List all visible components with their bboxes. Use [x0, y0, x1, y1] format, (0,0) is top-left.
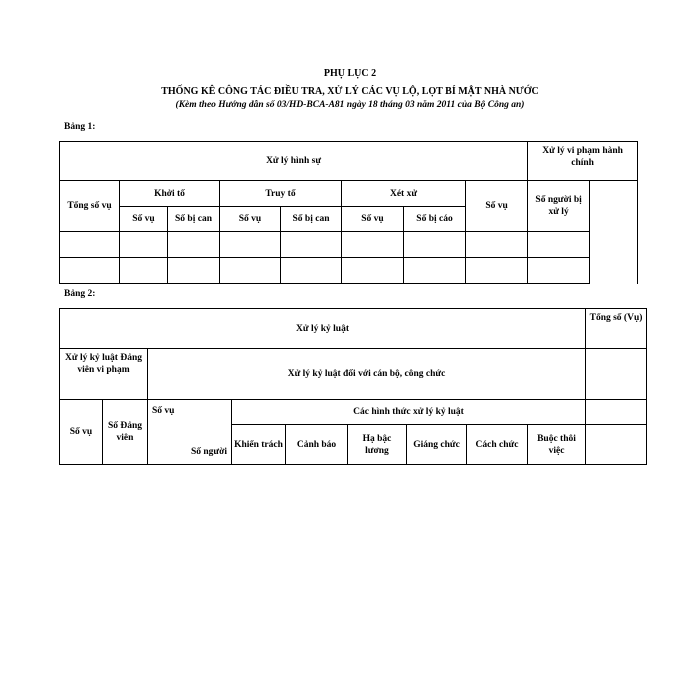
- table-cell: [404, 232, 466, 258]
- table-cell: [466, 232, 528, 258]
- table-cell: [60, 232, 120, 258]
- header-indictment: Truy tố: [220, 181, 342, 207]
- header-total: Tổng số (Vụ): [586, 309, 647, 349]
- table-cell: [120, 232, 168, 258]
- appendix-title: PHỤ LỤC 2: [323, 68, 377, 79]
- table-cell: [281, 258, 342, 284]
- header-form-forced-resignation: Buộc thôi việc: [528, 425, 586, 465]
- table-cell: [168, 232, 220, 258]
- header-indictment-accused: Số bị can: [281, 207, 342, 232]
- header-party-members: Số Đảng viên: [103, 400, 148, 465]
- header-prosecution: Khởi tố: [120, 181, 220, 207]
- header-forms: Các hình thức xử lý kỷ luật: [232, 400, 586, 425]
- header-form-warning: Cảnh báo: [286, 425, 348, 465]
- table2-discipline-stats: [59, 308, 647, 465]
- table-cell: [342, 232, 404, 258]
- header-admin-cases: Số vụ: [466, 181, 528, 232]
- header-discipline: Xử lý kỷ luật: [60, 309, 586, 349]
- table-cell: [168, 258, 220, 284]
- header-trial: Xét xử: [342, 181, 466, 207]
- table2-label: Bảng 2:: [64, 289, 96, 299]
- table-cell: [586, 400, 647, 425]
- table-row: [60, 232, 638, 258]
- header-form-dismissal: Cách chức: [467, 425, 528, 465]
- header-trial-defendants: Số bị cáo: [404, 207, 466, 232]
- header-form-salary-reduction: Hạ bậc lương: [348, 425, 407, 465]
- header-trial-cases: Số vụ: [342, 207, 404, 232]
- table-cell: [528, 232, 590, 258]
- table-cell: [586, 349, 647, 400]
- table-cell: [120, 258, 168, 284]
- header-civil-discipline: Xử lý kỷ luật đối với cán bộ, công chức: [148, 349, 586, 400]
- header-civil-cases-people: [148, 400, 232, 465]
- table-cell: [60, 258, 120, 284]
- table-row: [60, 258, 638, 284]
- header-criminal: Xử lý hình sự: [60, 142, 528, 181]
- table-cell: [220, 232, 281, 258]
- document-title: THỐNG KÊ CÔNG TÁC ĐIỀU TRA, XỬ LÝ CÁC VỤ LỘ, LỌT BÍ MẬT NHÀ NƯỚC: [161, 86, 539, 97]
- table1-criminal-admin-stats: [59, 141, 638, 284]
- document-subtitle: (Kèm theo Hướng dẫn số 03/HD-BCA-A81 ngày 18 tháng 03 năm 2011 của Bộ Công an): [175, 100, 525, 110]
- table-cell: [466, 258, 528, 284]
- header-party-discipline: Xử lý kỷ luật Đảng viên vi phạm: [60, 349, 148, 400]
- header-civil-cases: Số vụ: [152, 406, 175, 416]
- header-party-cases: Số vụ: [60, 400, 103, 465]
- table-cell: [528, 258, 590, 284]
- table-cell: [281, 232, 342, 258]
- header-form-demotion: Giáng chức: [407, 425, 467, 465]
- header-prosecution-accused: Số bị can: [168, 207, 220, 232]
- table-cell: [404, 258, 466, 284]
- header-form-reprimand: Khiển trách: [232, 425, 286, 465]
- table-cell: [220, 258, 281, 284]
- header-civil-people: Số người: [190, 447, 227, 457]
- table-cell: [342, 258, 404, 284]
- table1-label: Bảng 1:: [64, 122, 96, 132]
- header-admin-violators: Số người bị xử lý: [528, 181, 590, 232]
- table-cell: [586, 425, 647, 465]
- header-indictment-cases: Số vụ: [220, 207, 281, 232]
- header-total-cases: Tổng số vụ: [60, 181, 120, 232]
- header-prosecution-cases: Số vụ: [120, 207, 168, 232]
- header-admin: Xử lý vi phạm hành chính: [528, 142, 638, 181]
